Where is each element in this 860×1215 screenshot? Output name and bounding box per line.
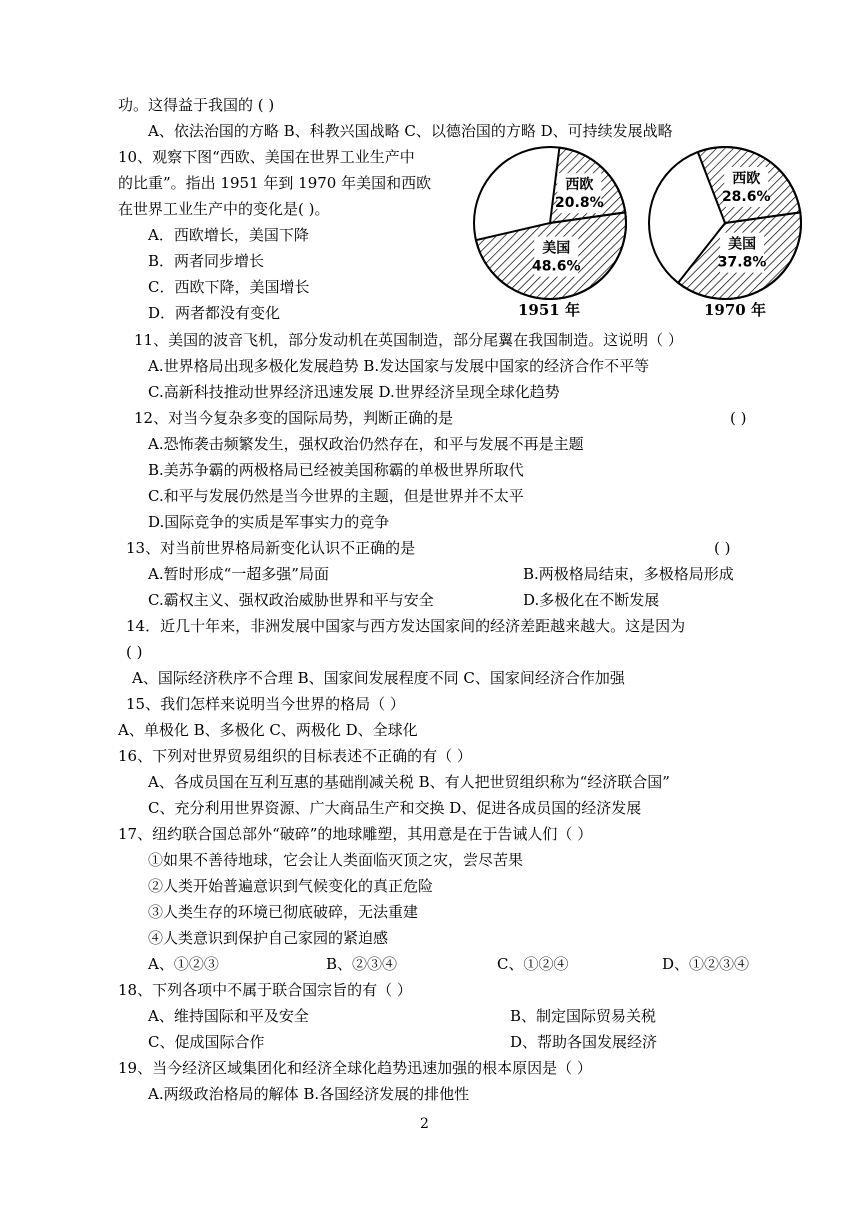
q17-option-b: B、②③④ — [326, 955, 398, 973]
question-12-bracket: ( ) — [730, 409, 747, 427]
q11-options-ab: A.世界格局出现多极化发展趋势 B.发达国家与发展中国家的经济合作不平等 — [148, 357, 650, 375]
q12-option-d: D.国际竞争的实质是军事实力的竞争 — [148, 513, 390, 531]
q17-item-4: ④人类意识到保护自己家园的紧迫感 — [148, 929, 389, 947]
q18-option-b: B、制定国际贸易关税 — [510, 1007, 657, 1025]
q10-option-d: D．两者都没有变化 — [148, 304, 281, 322]
q17-option-c: C、①②④ — [497, 955, 569, 973]
q10-option-c: C．西欧下降，美国增长 — [148, 278, 310, 296]
q18-option-c: C、促成国际合作 — [148, 1033, 265, 1051]
q12-option-a: A.恐怖袭击频繁发生，强权政治仍然存在，和平与发展不再是主题 — [148, 435, 584, 453]
q17-option-a: A、①②③ — [148, 955, 219, 973]
q10-option-b: B．两者同步增长 — [148, 252, 265, 270]
q17-item-1: ①如果不善待地球，它会让人类面临灭顶之灾，尝尽苦果 — [148, 851, 524, 869]
slice-label: 美国 — [542, 240, 571, 257]
question-18: 18、下列各项中不属于联合国宗旨的有（ ） — [118, 981, 412, 999]
slice-label: 西欧 — [565, 177, 594, 194]
q17-option-d: D、①②③④ — [662, 955, 750, 973]
option-line-q9: A、依法治国的方略 B、科教兴国战略 C、以德治国的方略 D、可持续发展战略 — [148, 122, 673, 140]
question-13: 13、对当前世界格局新变化认识不正确的是 — [126, 539, 416, 557]
question-10-line-2: 的比重”。指出 1951 年到 1970 年美国和西欧 — [118, 174, 432, 192]
slice-value: 28.6% — [721, 188, 771, 205]
question-13-bracket: ( ) — [714, 539, 731, 557]
q14-options: A、国际经济秩序不合理 B、国家间发展程度不同 C、国家间经济合作加强 — [132, 669, 625, 687]
q10-option-a: A．西欧增长，美国下降 — [148, 226, 309, 244]
q11-options-cd: C.高新科技推动世界经济迅速发展 D.世界经济呈现全球化趋势 — [148, 383, 560, 401]
question-17: 17、纽约联合国总部外“破碎”的地球雕塑，其用意是在于告诫人们（ ） — [118, 825, 593, 843]
question-14: 14．近几十年来，非洲发展中国家与西方发达国家间的经济差距越来越大。这是因为 — [126, 617, 686, 635]
q12-option-b: B.美苏争霸的两极格局已经被美国称霸的单极世界所取代 — [148, 461, 524, 479]
pie-caption-1951: 1951 年 — [518, 301, 580, 319]
pie-chart-1951 — [470, 143, 630, 303]
q18-option-d: D、帮助各国发展经济 — [510, 1033, 658, 1051]
q15-options: A、单极化 B、多极化 C、两极化 D、全球化 — [118, 721, 418, 739]
question-14-bracket: ( ) — [126, 643, 143, 661]
pie-caption-1970: 1970 年 — [704, 301, 766, 319]
question-12: 12、对当今复杂多变的国际局势，判断正确的是 — [134, 409, 454, 427]
q17-item-3: ③人类生存的环境已彻底破碎，无法重建 — [148, 903, 419, 921]
q16-options-ab: A、各成员国在互利互惠的基础削减关税 B、有人把世贸组织称为“经济联合国” — [148, 773, 670, 791]
q18-option-a: A、维持国际和平及安全 — [148, 1007, 309, 1025]
question-15: 15、我们怎样来说明当今世界的格局（ ） — [126, 695, 405, 713]
slice-label: 美国 — [728, 236, 757, 253]
q17-item-2: ②人类开始普遍意识到气候变化的真正危险 — [148, 877, 434, 895]
q13-option-b: B.两极格局结束，多极格局形成 — [523, 565, 734, 583]
slice-value: 20.8% — [555, 195, 604, 212]
text-line-1: 功。这得益于我国的 ( ) — [118, 96, 275, 114]
slice-value: 37.8% — [717, 254, 767, 271]
q13-option-d: D.多极化在不断发展 — [523, 591, 660, 609]
question-10-line-3: 在世界工业生产中的变化是( )。 — [118, 200, 330, 218]
q13-option-c: C.霸权主义、强权政治威胁世界和平与安全 — [148, 591, 434, 609]
q19-options-ab: A.两级政治格局的解体 B.各国经济发展的排他性 — [148, 1085, 470, 1103]
slice-value: 48.6% — [531, 258, 581, 275]
question-10-line-1: 10、观察下图“西欧、美国在世界工业生产中 — [118, 148, 415, 166]
pie-chart-1970 — [645, 143, 805, 303]
q16-options-cd: C、充分利用世界资源、广大商品生产和交换 D、促进各成员国的经济发展 — [148, 799, 642, 817]
question-19: 19、当今经济区域集团化和经济全球化趋势迅速加强的根本原因是（ ） — [118, 1059, 592, 1077]
page-number: 2 — [420, 1116, 429, 1132]
question-11: 11、美国的波音飞机，部分发动机在英国制造，部分尾翼在我国制造。这说明（ ） — [134, 331, 683, 349]
q12-option-c: C.和平与发展仍然是当今世界的主题，但是世界并不太平 — [148, 487, 524, 505]
slice-label: 西欧 — [732, 170, 761, 187]
question-16: 16、下列对世界贸易组织的目标表述不正确的有（ ） — [118, 747, 472, 765]
q13-option-a: A.暂时形成“一超多强”局面 — [148, 565, 329, 583]
